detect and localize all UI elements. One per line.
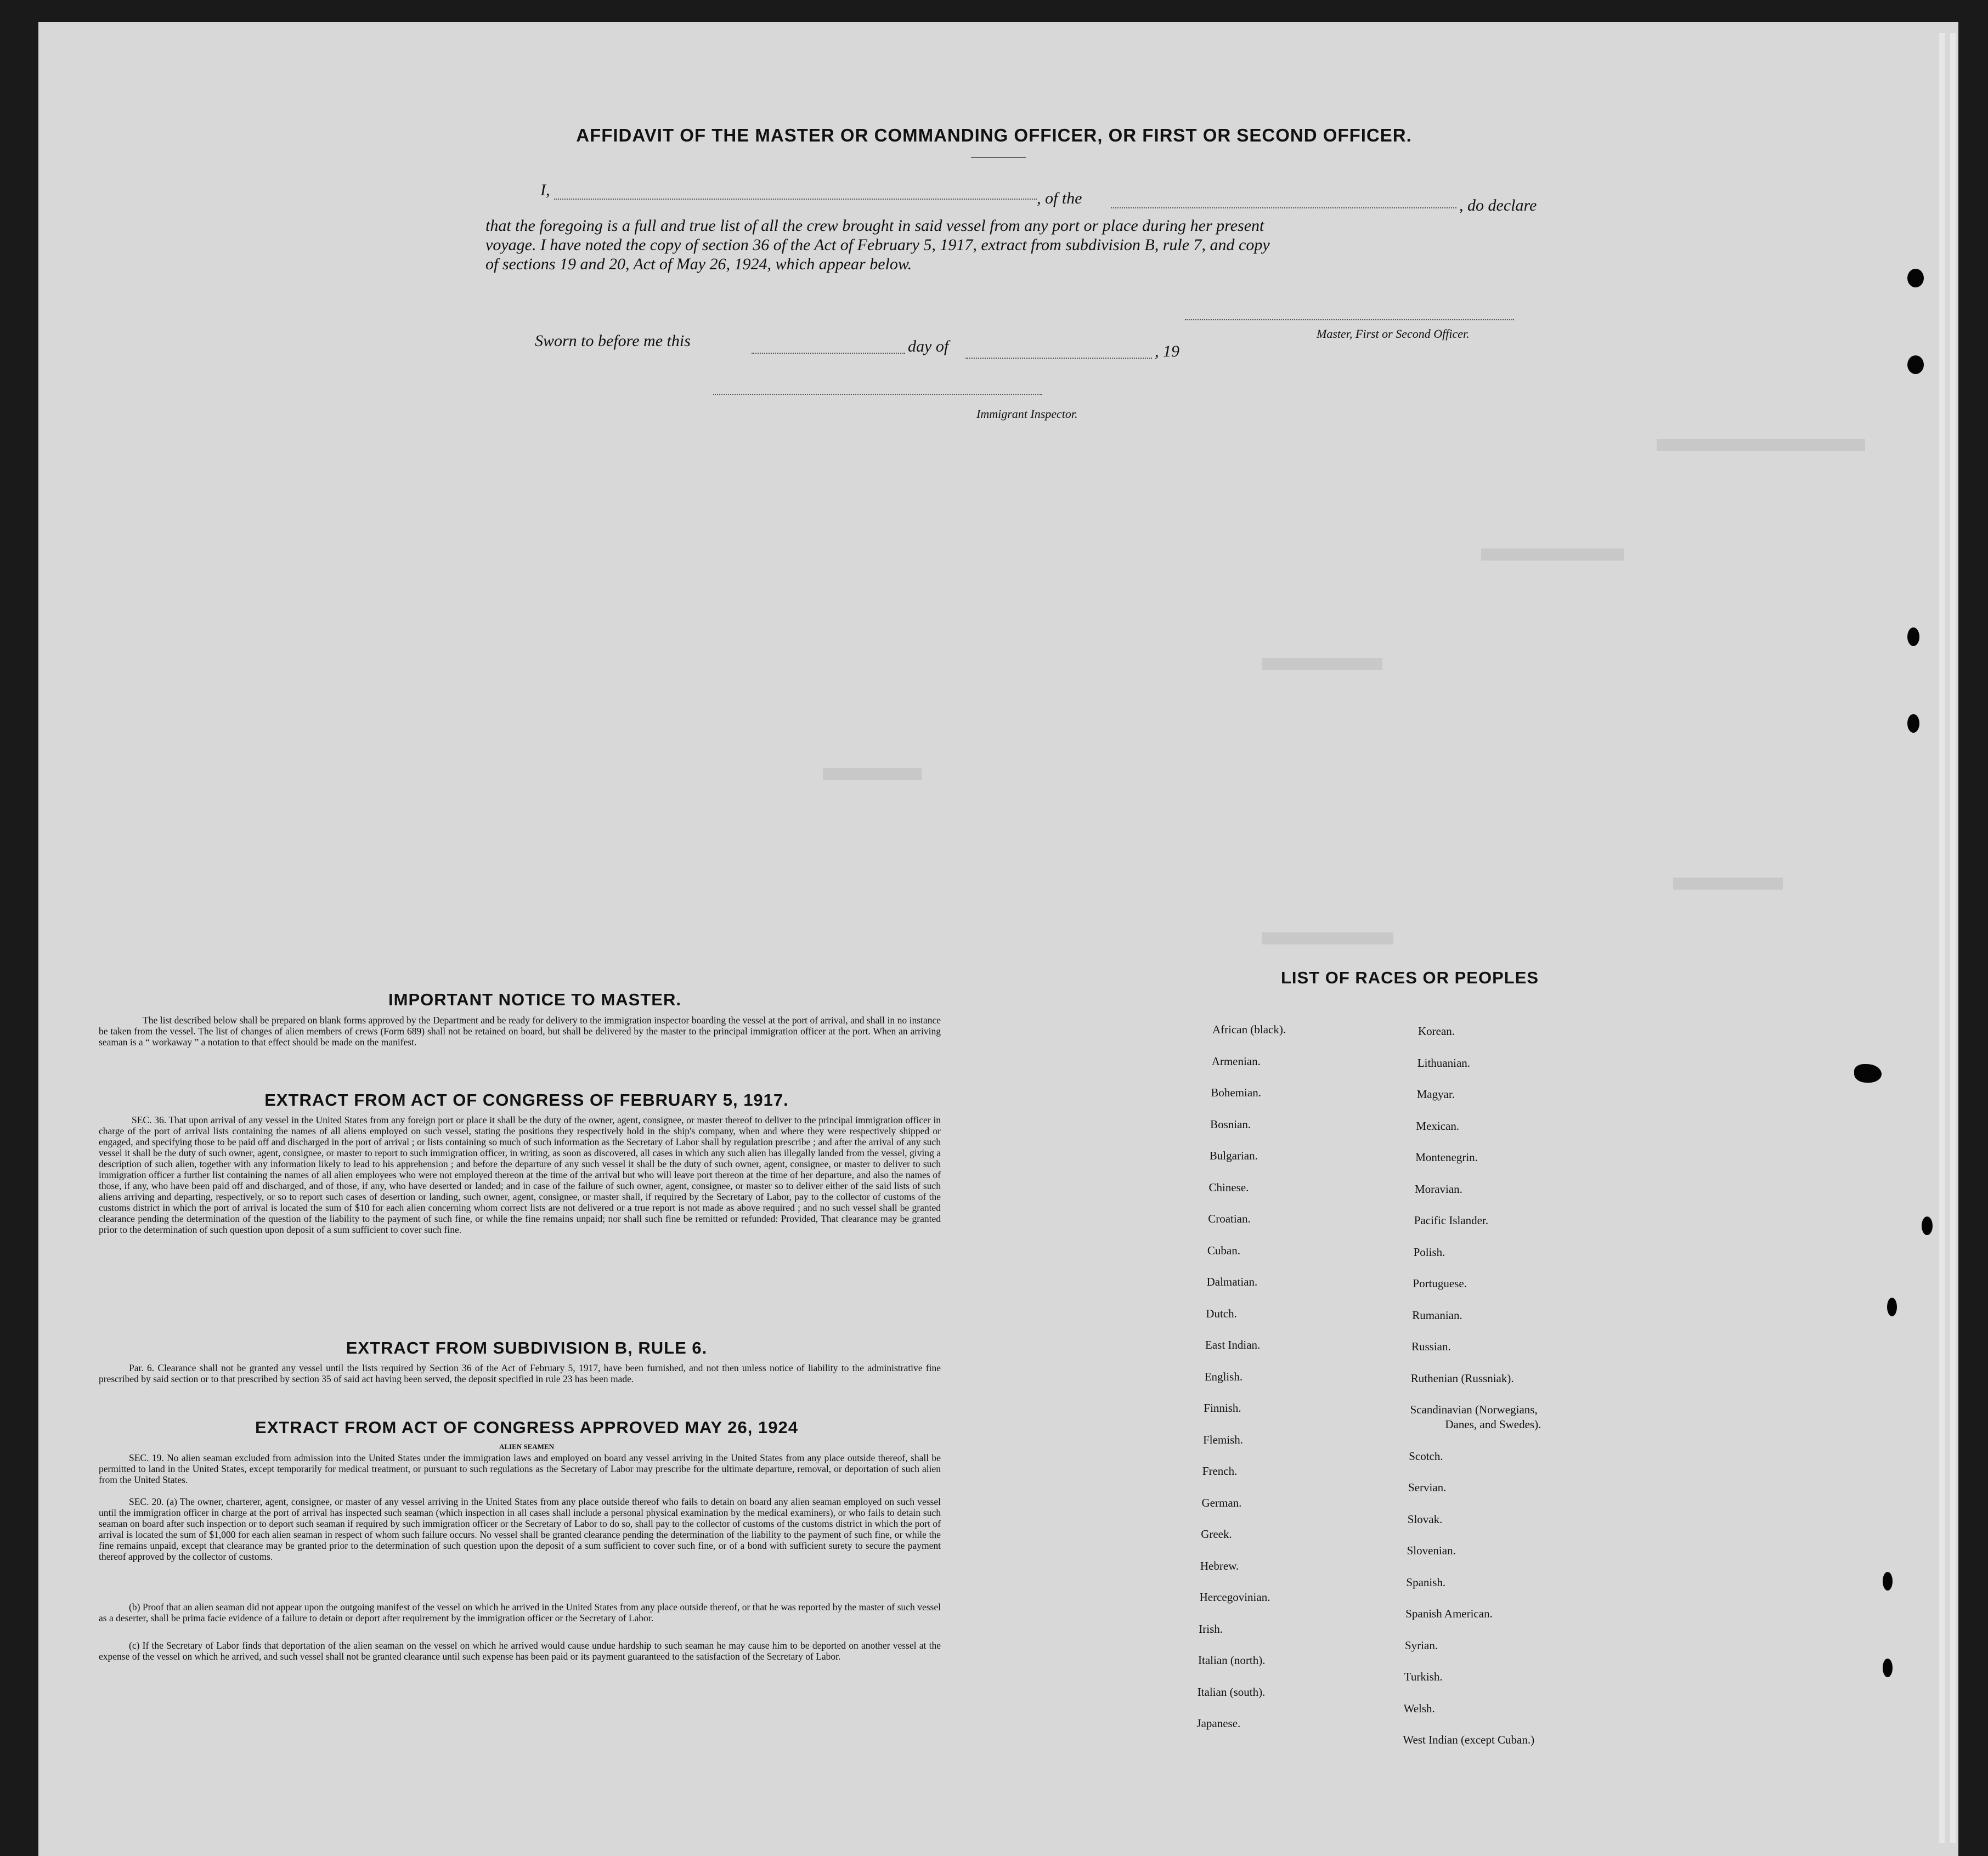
affidavit-i: I, <box>540 181 550 199</box>
race-item: Pacific Islander. <box>1414 1214 1489 1227</box>
alien-seamen-subtitle: ALIEN SEAMEN <box>499 1442 555 1451</box>
race-item: Japanese. <box>1196 1717 1241 1730</box>
race-item: Slovak. <box>1407 1512 1443 1526</box>
race-item: Irish. <box>1199 1622 1223 1636</box>
affidavit-line-4: of sections 19 and 20, Act of May 26, 1924, which appear below. <box>485 255 912 273</box>
race-item: Bohemian. <box>1211 1086 1261 1099</box>
race-item: Bosnian. <box>1210 1117 1251 1131</box>
race-item: Mexican. <box>1416 1119 1460 1133</box>
race-item: African (black). <box>1212 1023 1286 1036</box>
sworn-label: Sworn to before me this <box>535 332 691 350</box>
race-item: Korean. <box>1418 1025 1455 1038</box>
race-item: Turkish. <box>1404 1670 1443 1683</box>
affidavit-title: AFFIDAVIT OF THE MASTER OR COMMANDING OFFICER, OR FIRST OR SECOND OFFICER. <box>576 125 1412 145</box>
punch-hole <box>1907 269 1924 287</box>
rule-6-text: Par. 6. Clearance shall not be granted any vessel until the lists required by Section 36 of the Act of February 5, 1917, have been furnished, and not then unless notice of liability to the administrative fine prescribed by said section or to that prescribed by section 35 of said act having been served, the deposit specified in rule 23 has been made. <box>99 1362 941 1384</box>
race-item: Scotch. <box>1409 1449 1443 1463</box>
punch-hole <box>1887 1298 1897 1316</box>
punch-hole <box>1922 1216 1933 1235</box>
race-item: Servian. <box>1408 1481 1447 1494</box>
extract-1917-title: EXTRACT FROM ACT OF CONGRESS OF FEBRUARY 5, 1917. <box>264 1090 789 1110</box>
race-item: German. <box>1201 1496 1242 1509</box>
ink-blot <box>1854 1064 1882 1083</box>
race-item: Spanish. <box>1406 1575 1446 1589</box>
race-item: Hercegovinian. <box>1199 1591 1270 1604</box>
page-edge <box>1939 33 1945 1843</box>
year-label: , 19 <box>1155 342 1179 360</box>
punch-hole <box>1883 1659 1893 1677</box>
document-page <box>38 22 1958 1856</box>
race-item: Welsh. <box>1403 1701 1435 1715</box>
race-item: Slovenian. <box>1407 1544 1456 1557</box>
notice-title: IMPORTANT NOTICE TO MASTER. <box>388 990 681 1009</box>
vessel-blank[interactable] <box>1111 207 1456 208</box>
race-item: Montenegrin. <box>1415 1151 1478 1164</box>
sec-19-text: SEC. 19. No alien seaman excluded from admission into the United States under the immigration laws and employed on board any vessel arriving in the United States from any place outside thereof, shall be permitted to land in the United States, except temporarily for medical treatment, or pursuant to such regulations as the Secretary of Labor may prescribe for the ultimate departure, removal, or deportation of such alien from the United States. <box>99 1452 941 1485</box>
race-item: English. <box>1204 1370 1243 1383</box>
affidavit-declare: , do declare <box>1459 196 1537 214</box>
race-item: Lithuanian. <box>1417 1056 1471 1070</box>
master-label: Master, First or Second Officer. <box>1317 327 1470 341</box>
race-item: Magyar. <box>1416 1088 1455 1101</box>
extract-1924-title: EXTRACT FROM ACT OF CONGRESS APPROVED MAY 26, 1924 <box>255 1418 798 1437</box>
race-item: Italian (south). <box>1197 1685 1266 1699</box>
race-item: Cuban. <box>1207 1243 1240 1257</box>
race-item: Finnish. <box>1204 1401 1241 1414</box>
race-item: Flemish. <box>1203 1433 1244 1446</box>
title-rule <box>971 157 1026 158</box>
race-item: French. <box>1202 1464 1238 1478</box>
race-item: Chinese. <box>1208 1180 1249 1194</box>
race-item: Croatian. <box>1208 1212 1251 1225</box>
punch-hole <box>1907 627 1919 646</box>
race-item: Syrian. <box>1405 1638 1438 1652</box>
race-item: Portuguese. <box>1413 1277 1467 1290</box>
rule-6-title: EXTRACT FROM SUBDIVISION B, RULE 6. <box>346 1338 708 1357</box>
name-blank[interactable] <box>554 199 1037 200</box>
race-item: West Indian (except Cuban.) <box>1403 1733 1535 1746</box>
race-item: East Indian. <box>1205 1338 1261 1351</box>
race-item: Rumanian. <box>1412 1308 1462 1322</box>
sworn-month-blank[interactable] <box>965 358 1152 359</box>
race-item: Spanish American. <box>1405 1607 1493 1620</box>
sec-20b-text: (b) Proof that an alien seaman did not appear upon the outgoing manifest of the vessel on which he arrived in the United States from any place outside thereof, or that he was reported by the master of such vessel as a deserter, shall be prima facie evidence of a failure to detain or deport after requirement by the immigration officer or the Secretary of Labor. <box>99 1602 941 1623</box>
day-of-label: day of <box>908 337 949 355</box>
race-item: Moravian. <box>1415 1182 1462 1196</box>
race-item: Ruthenian (Russniak). <box>1410 1371 1514 1385</box>
page-edge <box>1950 33 1956 1843</box>
race-item: Russian. <box>1411 1340 1451 1353</box>
punch-hole <box>1907 714 1919 733</box>
race-item: Greek. <box>1201 1527 1232 1541</box>
master-signature-blank[interactable] <box>1185 319 1514 320</box>
race-item: Danes, and Swedes). <box>1445 1418 1541 1431</box>
race-item: Dalmatian. <box>1206 1275 1258 1288</box>
affidavit-line-2: that the foregoing is a full and true list of all the crew brought in said vessel from any port or place during her present <box>485 217 1264 235</box>
races-title: LIST OF RACES OR PEOPLES <box>1280 968 1539 987</box>
sec-20a-text: SEC. 20. (a) The owner, charterer, agent, consignee, or master of any vessel arriving in the United States from any place outside thereof who fails to detain on board any alien seaman employed on such vessel until the immigration officer in charge at the port of arrival has inspected such seaman (which inspection in all cases shall include a personal physical examination by the medical examiners), or who fails to detain such seaman on board after such inspection or to deport such seaman if required by such immigration officer or the Secretary of Labor to do so, shall pay to the collector of customs of the customs district in which the port of arrival is located the sum of $1,000 for each alien seaman in respect of whom such failure occurs. No vessel shall be granted clearance pending the determination of the liability to the payment of such fine, or while the fine remains unpaid, except that clearance may be granted prior to the determination of such question upon the deposit of a sum sufficient to cover such fine, or of a bond with sufficient surety to secure the payment thereof approved by the collector of customs. <box>99 1496 941 1562</box>
race-item: Hebrew. <box>1200 1559 1239 1572</box>
extract-1917-text: SEC. 36. That upon arrival of any vessel in the United States from any foreign port or place it shall be the duty of the owner, agent, consignee, or master thereof to deliver to the principal immigration officer in charge of the port of arrival lists containing the names of all aliens employed on such vessel, stating the positions they respectively hold in the ship's company, when and where they were respectively shipped or engaged, and specifying those to be paid off and discharged in the port of arrival ; or lists containing so much of such information as the Secretary of Labor shall by regulation prescribe ; and after the arrival of any such vessel it shall be the duty of such owner, agent, consignee, or master to report to such immigration officer, in writing, as soon as discovered, all cases in which any such alien has illegally landed from the vessel, giving a description of such alien, together with any information likely to lead to his apprehension ; and before the departure of any such vessel it shall be the duty of such owner, agent, consignee, or master to deliver to such immigration officer a further list containing the names of all alien employees who were not employed thereon at the time of the arrival but who will leave port thereon at the time of her departure, and also the names of those, if any, who have been paid off and discharged, and of those, if any, who have deserted or landed; and in case of the failure of such owner, agent, consignee, or master so to deliver either of the said lists of such aliens arriving and departing, respectively, or so to report such cases of desertion or landing, such owner, agent, consignee, or master shall, if required by the Secretary of Labor, pay to the collector of customs of the customs district in which the port of arrival is located the sum of $10 for each alien concerning whom correct lists are not delivered or a true report is not made as above required ; and no such vessel shall be granted clearance pending the determination of the question of the liability to the payment of such fine, or while the fine remains unpaid; nor shall such fine be remitted or refunded: Provided, That clearance may be granted prior to the determination of such question upon deposit of a sum sufficient to cover such fine. <box>99 1114 941 1235</box>
race-item: Polish. <box>1413 1245 1445 1259</box>
inspector-signature-blank[interactable] <box>713 394 1042 395</box>
race-item: Scandinavian (Norwegians, <box>1410 1403 1538 1416</box>
sworn-day-blank[interactable] <box>752 353 905 354</box>
notice-text: The list described below shall be prepared on blank forms approved by the Department and be ready for delivery to the immigration inspector boarding the vessel at the port of arrival, and shall in no instance be taken from the vessel. The list of changes of alien members of crews (Form 689) shall not be retained on board, but shall be delivered by the master to the principal immigration officer at the port. When an arriving seaman is a “ workaway ” a notation to that effect should be made on the manifest. <box>99 1015 941 1048</box>
race-item: Italian (north). <box>1198 1654 1266 1667</box>
inspector-label: Immigrant Inspector. <box>976 407 1078 421</box>
sec-20c-text: (c) If the Secretary of Labor finds that deportation of the alien seaman on the vessel on which he arrived would cause undue hardship to such seaman he may cause him to be deported on another vessel at the expense of the vessel on which he arrived, and such vessel shall not be granted clearance until such expense has been paid or its payment guaranteed to the satisfaction of the Secretary of Labor. <box>99 1640 941 1662</box>
punch-hole <box>1907 355 1924 374</box>
race-item: Dutch. <box>1206 1306 1237 1320</box>
punch-hole <box>1883 1572 1893 1591</box>
race-item: Bulgarian. <box>1209 1149 1258 1162</box>
affidavit-line-3: voyage. I have noted the copy of section 36 of the Act of February 5, 1917, extract from subdivision B, rule 7, and copy <box>485 236 1270 254</box>
affidavit-of-the: , of the <box>1037 189 1082 207</box>
race-item: Armenian. <box>1211 1054 1261 1068</box>
